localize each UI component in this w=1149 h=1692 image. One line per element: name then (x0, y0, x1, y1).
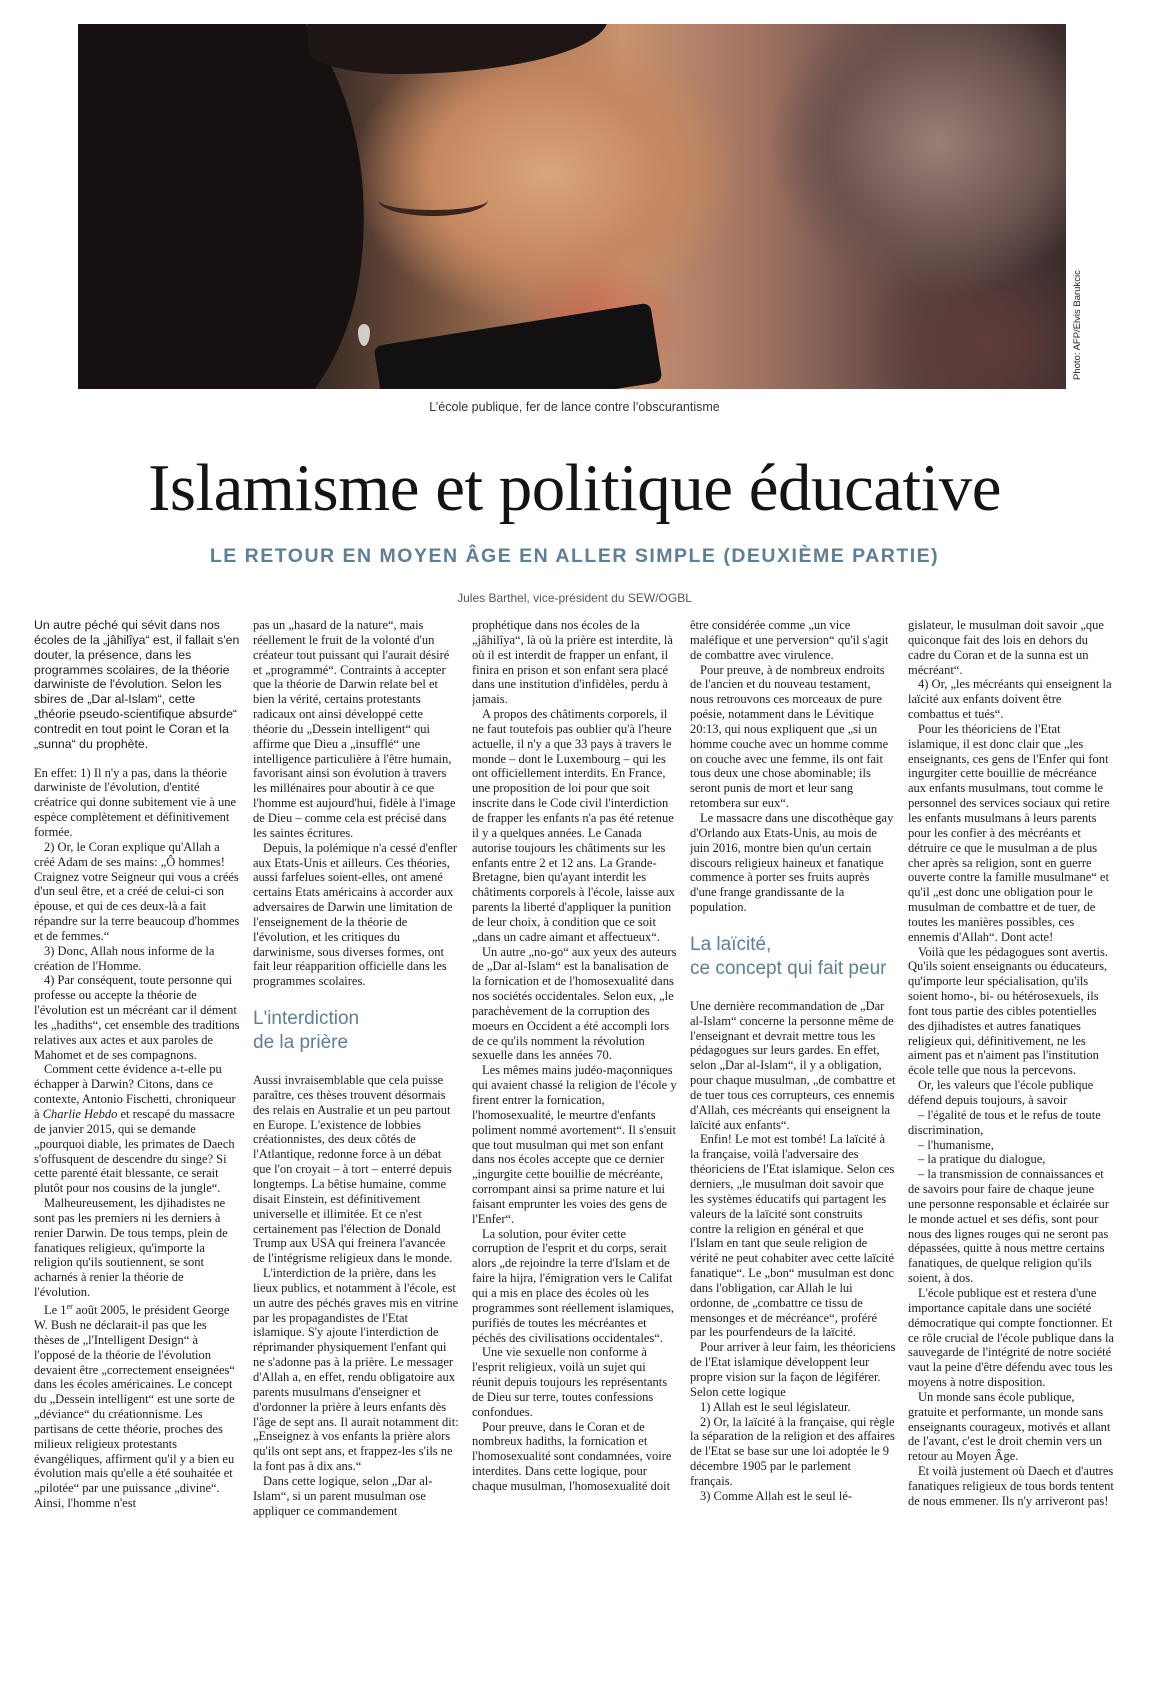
paragraph: être considérée comme „un vice maléfique et une perversion“ qu'il s'agit de combattre avec virulence. (690, 618, 889, 662)
paragraph: Pour preuve, à de nombreux endroits de l'ancien et du nouveau testament, nous retrouvons ces morceaux de pure poésie, notamment dans le Lévitique 20:13, qui nous expliquent que „si un homme couche avec un homme comme on couche avec une femme, ils ont fait tous deux une chose abominable; ils seront punis de mort et leur sang retombera sur eux“. (690, 662, 889, 811)
paragraph: Aussi invraisemblable que cela puisse paraître, ces thèses trouvent désormais des relais en Australie et un peu partout en Europe. L'existence de lobbies créationnistes, des deux côtés de l'Atlantique, redonne force à un débat que l'on croyait – à tort – enterré depuis longtemps. La bêtise humaine, comme disait Einstein, est définitivement universelle et illimitée. Et ce n'est certainement pas l'élection de Donald Trump aux USA qui freinera l'avancée de l'intégrisme religieux dans le monde. (253, 1073, 453, 1266)
paragraph: Et voilà justement où Daech et d'autres fanatiques religieux de tous bords tentent de nous emmener. Ils n'y arriveront pas! (908, 1464, 1114, 1508)
article-column-4 (690, 618, 896, 1686)
paragraph: L'école publique est et restera d'une importance capitale dans une société démocratique qui compte fonctionner. Et ce rôle crucial de l'école publique dans la sauvegarde de l'intégrité de notre société vaut la peine d'être défendu avec tous les moyens à notre disposition. (908, 1285, 1114, 1390)
paragraph: prophétique dans nos écoles de la „jâhilîya“, là où la prière est interdite, là où il est interdit de frapper un enfant, il finira en prison et son enfant sera placé dans une institution d'infidèles, perdu à jamais. (472, 618, 673, 707)
article-column-5 (908, 618, 1114, 1686)
paragraph: pas un „hasard de la nature“, mais réellement le fruit de la volonté d'un créateur tout puissant qui l'aurait désiré et „programmé“. Contraints à accepter que la théorie de Darwin relate bel et bien la vérité, certains protestants radicaux ont ainsi développé cette théorie du „Dessein intelligent“ qui affirme que Dieu a „insufflé“ une intelligence particulière à l'être humain, favorisant ainsi son évolution à travers les millénaires pour aboutir à ce que l'homme est aujourd'hui, fidèle à l'image de Dieu – comme cela est précisé dans les saintes écritures. (253, 618, 456, 840)
paragraph: Un monde sans école publique, gratuite et performante, un monde sans enseignants courageux, motivés et allant de l'avant, c'est le droit chemin vers un retour au Moyen Âge. (908, 1389, 1111, 1464)
superscript: er (66, 1301, 73, 1311)
paragraph: Pour preuve, dans le Coran et de nombreux hadiths, la fornication et l'homosexualité sont condamnées, voire interdites. Dans cette logique, pour chaque musulman, l'homosexualité doit (472, 1419, 672, 1493)
paragraph (34, 1062, 240, 1196)
photo-caption: L’école publique, fer de lance contre l’obscurantisme (429, 400, 720, 414)
paragraph: Malheureusement, les djihadistes ne sont pas les premiers ni les derniers à renier Darwin. De tous temps, plein de fanatiques religieux, qu'importe la religion qu'ils soutiennent, se sont acharnés à renier la théorie de l'évolution. (34, 1196, 228, 1300)
paragraph: 2) Or, le Coran explique qu'Allah a créé Adam de ses mains: „Ô hommes! Craignez votre Seigneur qui vous a créés d'un seul être, et a créé de celui-ci son épouse, et qui de ces deux-là a fait répandre sur la terre beaucoup d'hommes et de femmes.“ (34, 839, 240, 943)
paragraph: 3) Comme Allah est le seul lé- (700, 1488, 853, 1503)
article-column-1 (34, 618, 240, 1686)
article-column-3 (472, 618, 678, 1686)
text-run: Le 1 (44, 1303, 67, 1318)
paragraph: En effet: 1) Il n'y a pas, dans la théorie darwiniste de l'évolution, d'entité créatrice qui donne subitement vie à une espèce complètement et définitivement formée. (34, 765, 237, 839)
text-run: et rescapé du massacre de janvier 2015, qui se demande „pourquoi diable, les primates de Daech s'offusquent de descendre du singe? Si cette parenté était blessante, ce serait plutôt pour nos cousins de la jungle“. (34, 1107, 235, 1196)
paragraph: 2) Or, la laïcité à la française, qui règle la séparation de la religion et des affaires de l'Etat se base sur une loi adoptée le 9 décembre 1905 par le parlement français. (690, 1414, 895, 1488)
photo-veil-shape (78, 24, 400, 389)
photo-closed-eye-shape (378, 184, 488, 216)
paragraph: gislateur, le musulman doit savoir „que quiconque fait des lois en dehors du cadre du Coran et de la sunna est un mécréant“. (908, 618, 1104, 677)
paragraph: Pour les théoriciens de l'Etat islamique, il est donc clair que „les enseignants, ces gens de l'Enfer qui font ingurgiter cette bouillie de mécréance aux enfants musulmans, tout comme le personnel des services sociaux qui retire les enfants musulmans à leurs parents pour les confier à des mécréants et détruire ce que le musulman a de plus cher après sa religion, sont en guerre ouverte contre la famille musulmane“ et qu'il „est donc une obligation pour le musulman de combattre et de tuer, de toutes les manières possibles, ces ennemis d'Allah“. Dont acte! (908, 721, 1110, 944)
text-run: août 2005, le président George W. Bush ne déclarait-il pas que les thèses de „l'Intelligent Design“ à l'opposé de la théorie de l'évolution devaient être „correctement enseignées“ dans les écoles américaines. Le concept du „Dessein intelligent“ est une sorte de „déviance“ du créationnisme. Les partisans de cette théorie, proches des milieux religieux protestants évangéliques, affirment qu'il y a bien eu évolution mais qu'elle a été souhaitée et „pilotée“ par une puissance „divine“. Ainsi, l'homme n'est (34, 1303, 235, 1511)
paragraph: Dans cette logique, selon „Dar al-Islam“, si un parent musulman ose appliquer ce commandement (253, 1473, 433, 1518)
lead-paragraph: Un autre péché qui sévit dans nos écoles de la „jâhilîya“ est, il fallait s'en douter, la présence, dans les programmes scolaires, de la théorie darwiniste de l'évolution. Selon les sbires de „Dar al-Islam“, cette „théorie pseudo-scientifique absurde“ contredit en tout point le Coran et la „sunna“ du prophète. (34, 618, 240, 751)
paragraph: Les mêmes mains judéo-maçonniques qui avaient chassé la religion de l'école y firent entrer la fornication, l'homosexualité, le meurtre d'enfants poliment nommé avortement“. Il s'ensuit que tout musulman qui met son enfant dans nos écoles accepte que ce dernier „ingurgite cette bouillie de mécréante, corrompant ainsi sa prime nature et lui faisant emprunter les voies des gens de l'Enfer“. (472, 1063, 677, 1226)
photo-tear-shape (358, 324, 370, 346)
photo-veil-top-shape (308, 24, 608, 74)
paragraph: Enfin! Le mot est tombé! La laïcité à la française, voilà l'adversaire des théoriciens de l'Etat islamique. Selon ces derniers, „le musulman doit savoir que les systèmes éducatifs qui partagent les valeurs de la laïcité sont construits contre la religion en général et que l'Islam en tant que seule religion de vérité ne peut cohabiter avec cette laïcité fanatique“. Le „bon“ musulman est donc dans l'obligation, car Allah le lui ordonne, de „combattre ce tissu de mensonges et de mécréance“, proféré par les pourfendeurs de la laïcité. (690, 1132, 895, 1340)
paragraph: Voilà que les pédagogues sont avertis. Qu'ils soient enseignants ou éducateurs, qu'importe leur spécialisation, qu'ils soient homo-, bi- ou hétérosexuels, ils font tous partie des cibles potentielles des djihadistes et autres fanatiques religieux qui, définitivement, ne les aiment pas et n'aiment pas l'institution école telle que nous la percevons. (908, 944, 1109, 1078)
paragraph: La solution, pour éviter cette corruption de l'esprit et du corps, serait alors „de rejoindre la terre d'Islam et de faire la hijra, l'émigration vers le Califat qui a mis en place des écoles où les programmes sont réellement islamiques, purifiés de toutes les mécréantes et péchés des civilisations occidentales“. (472, 1226, 675, 1345)
photo-tape-shape (373, 303, 662, 389)
article-subtitle: LE RETOUR EN MOYEN ÂGE EN ALLER SIMPLE (DEUXIÈME PARTIE) (209, 545, 940, 567)
section-heading-line: ce concept qui fait peur (690, 957, 887, 979)
paragraph: Le massacre dans une discothèque gay d'Orlando aux Etats-Unis, au mois de juin 2016, montre bien qu'un certain discours religieux haineux et fanatique commence à porter ses fruits auprès d'une frange grandissante de la population. (690, 810, 894, 915)
article-photo (78, 24, 1066, 389)
list-item: – la transmission de connaissances et de savoirs pour faire de chaque jeune une personne responsable et éclairée sur le monde actuel et ses défis, sont pour nous des lignes rouges qui ne seront pas dépassées, quitte à nous mettre certains fanatiques, de quelque religion qu'ils soient, à dos. (908, 1167, 1109, 1286)
article-column-2 (253, 618, 459, 1686)
paragraph: 4) Or, „les mécréants qui enseignent la laïcité aux enfants doivent être combattus et tués“. (908, 677, 1112, 722)
list-item: – la pratique du dialogue, (918, 1152, 1046, 1167)
paragraph: Depuis, la polémique n'a cessé d'enfler aux Etats-Unis et ailleurs. Ces théories, aussi farfelues soient-elles, ont amené certains Etats américains à accorder aux adversaires de Darwin une limitation de l'enseignement de la théorie de l'évolution, et les critiques du darwinisme, sous diverses formes, ont fait leur réapparition officielle dans les programmes scolaires. (253, 840, 458, 989)
paragraph: Or, les valeurs que l'école publique défend depuis toujours, à savoir (908, 1078, 1094, 1107)
list-item: – l'égalité de tous et le refus de toute discrimination, (908, 1107, 1101, 1137)
section-heading-line: L'interdiction (253, 1008, 360, 1030)
photo-credit: Photo: AFP/Elvis Barukcic (1072, 270, 1083, 380)
paragraph: Pour arriver à leur faim, les théoriciens de l'Etat islamique développent leur propre vision sur la façon de légiférer. Selon cette logique (690, 1340, 896, 1399)
paragraph: Un autre „no-go“ aux yeux des auteurs de „Dar al-Islam“ est la banalisation de la fornication et de l'homosexualité dans nos sociétés occidentales. Selon eux, „le parachèvement de la corruption des moeurs en Occident a été accompli lors de ce qu'ils nomment la révolution sexuelle dans les années 70. (472, 944, 677, 1063)
article-title: Islamisme et politique éducative (148, 451, 1001, 525)
section-heading (690, 933, 896, 981)
section-heading-line: de la prière (253, 1032, 349, 1054)
paragraph: 1) Allah est le seul législateur. (700, 1399, 851, 1414)
paragraph: Une vie sexuelle non conforme à l'esprit religieux, voilà un sujet qui réunit depuis toujours les représentants de Dieu sur terre, toutes confessions confondues. (472, 1345, 668, 1419)
paragraph: A propos des châtiments corporels, il ne faut toutefois pas oublier qu'à l'heure actuelle, il n'y a que 33 pays à travers le monde – dont le Luxembourg – qui les ont officiellement interdits. En France, une proposition de loi pour que soit inscrite dans le Code civil l'interdiction de frapper les enfants n'a pas été retenue il y a quelques années. Le Canada autorise toujours les châtiments sur les enfants entre 2 et 12 ans. La Grande-Bretagne, bien qu'ayant interdit les châtiments corporels à l'école, laisse aux parents la liberté d'appliquer la punition de leur choix, à condition que ce soit „dans un cadre aimant et affectueux“. (472, 707, 675, 944)
article-author: Jules Barthel, vice-président du SEW/OGBL (457, 591, 692, 605)
section-heading (253, 1007, 459, 1055)
list-item: – l'humanisme, (918, 1137, 994, 1152)
paragraph: 4) Par conséquent, toute personne qui professe ou accepte la théorie de l'évolution est un mécréant car il dément les „hadiths“, cet ensemble des traditions relatives aux actes et aux paroles de Mahomet et de ses compagnons. (34, 973, 240, 1062)
text-run: Comment cette évidence a-t-elle pu échapper à Darwin? Citons, dans ce contexte, Antonio Fischetti, chroniqueur à (34, 1062, 236, 1121)
paragraph: L'interdiction de la prière, dans les lieux publics, et notamment à l'école, est un autre des péchés graves mis en vitrine par les propagandistes de l'Etat islamique. S'y ajoute l'interdiction de réprimander physiquement l'enfant qui ne s'adonne pas à la prière. Le messager d'Allah a, en effet, rendu obligatoire aux parents musulmans d'enseigner et d'ordonner la prière à leurs enfants dès l'âge de sept ans. Il aurait notamment dit: „Enseignez à vos enfants la prière alors qu'ils ont sept ans, et frappez-les s'ils ne la font pas à dix ans.“ (253, 1266, 459, 1474)
paragraph: 3) Donc, Allah nous informe de la création de l'Homme. (34, 943, 215, 973)
paragraph: Une dernière recommandation de „Dar al-Islam“ concerne la personne même de l'enseignant et devrait mettre tous les pédagogues sur leurs gardes. En effet, selon „Dar al-Islam“, il y a obligation, pour chaque musulman, „de combattre et de tuer tous ces corrupteurs, ces ennemis d'Allah, ces mécréants qui enseignent la laïcité aux enfants“. (690, 998, 896, 1132)
paragraph (34, 1300, 240, 1511)
publication-name: Charlie Hebdo (42, 1107, 118, 1121)
section-heading-line: La laïcité, (690, 933, 772, 955)
